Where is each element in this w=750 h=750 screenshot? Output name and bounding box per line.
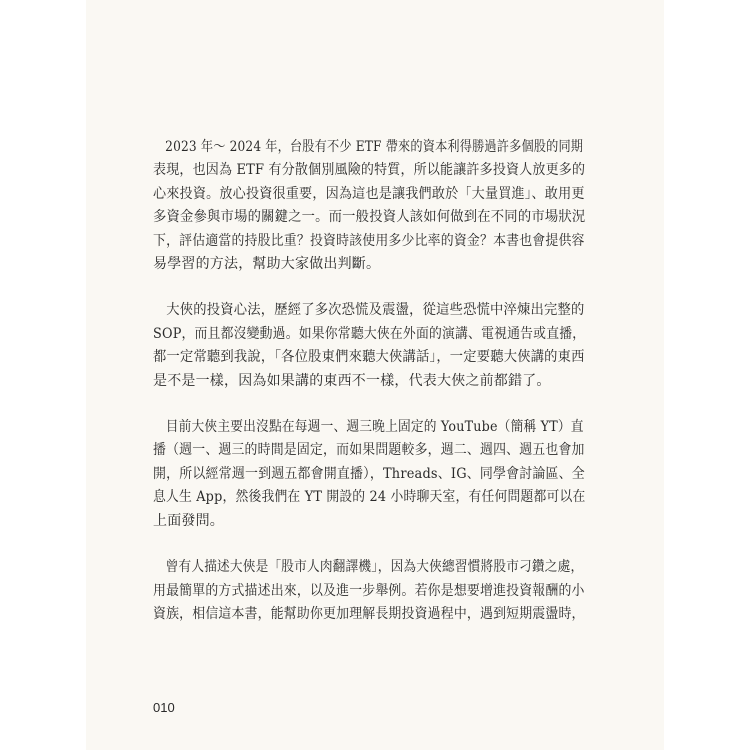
text-line: 開，所以經常週一到週五都會開直播），Threads、IG、同學會討論區、全 — [153, 465, 585, 482]
paragraph-1 — [153, 136, 585, 276]
text-line: 大俠的投資心法，歷經了多次恐慌及震盪，從這些恐慌中淬煉出完整的 — [166, 302, 585, 319]
text-line: 2023 年～ 2024 年，台股有不少 ETF 帶來的資本利得勝過許多個股的同期 — [165, 139, 584, 155]
text-line: 息人生 App，然後我們在 YT 開設的 24 小時聊天室，有任何問題都可以在 — [153, 489, 586, 506]
paragraph-4 — [153, 556, 585, 626]
text-line: 易學習的方法，幫助大家做出判斷。 — [153, 256, 381, 273]
paragraph-2 — [153, 299, 585, 393]
text-line: 用最簡單的方式描述出來，以及進一步舉例。若你是想要增進投資報酬的小 — [153, 582, 585, 599]
text-line: 多資金參與市場的關鍵之一。而一般投資人該如何做到在不同的市場狀況 — [153, 209, 586, 226]
text-line: SOP，而且都沒變動過。如果你常聽大俠在外面的演講、電視通告或直播， — [153, 325, 586, 342]
paragraph-3 — [153, 416, 585, 533]
text-line: 是不是一樣，因為如果講的東西不一樣，代表大俠之前都錯了。 — [153, 372, 551, 389]
text-line: 播（週一、週三的時間是固定，而如果問題較多，週二、週四、週五也會加 — [153, 442, 585, 459]
text-line: 下，評估適當的持股比重？投資時該使用多少比率的資金？本書也會提供容 — [153, 232, 585, 249]
page-number: 010 — [153, 700, 175, 715]
body-text — [153, 136, 585, 649]
text-line: 資族，相信這本書，能幫助你更加理解長期投資過程中，遇到短期震盪時， — [153, 605, 585, 622]
text-line: 上面發問。 — [153, 512, 224, 529]
text-line: 曾有人描述大俠是「股市人肉翻譯機」，因為大俠總習慣將股市刁鑽之處， — [165, 559, 584, 576]
text-line: 表現，也因為 ETF 有分散個別風險的特質，所以能讓許多投資人放更多的 — [153, 162, 586, 179]
text-line: 心來投資。放心投資很重要，因為這也是讓我們敢於「大量買進」、敢用更 — [153, 185, 585, 202]
text-line: 目前大俠主要出沒點在每週一、週三晚上固定的 YouTube（簡稱 YT）直 — [165, 419, 584, 436]
text-line: 都一定常聽到我說，「各位股東們來聽大俠講話」，一定要聽大俠講的東西 — [153, 349, 585, 366]
